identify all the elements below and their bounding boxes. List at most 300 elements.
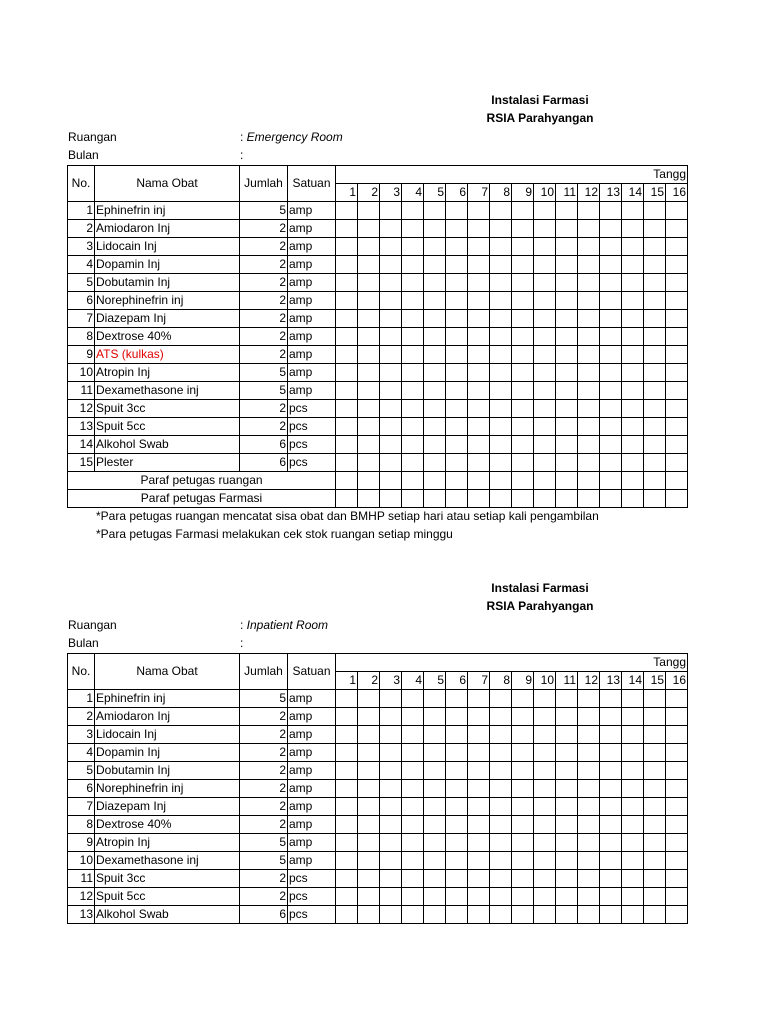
day-cell[interactable] <box>644 202 666 220</box>
day-cell[interactable] <box>644 328 666 346</box>
day-cell[interactable] <box>446 834 468 852</box>
day-cell[interactable] <box>468 346 490 364</box>
day-cell[interactable] <box>666 870 688 888</box>
day-cell[interactable] <box>644 762 666 780</box>
day-cell[interactable] <box>446 906 468 924</box>
day-cell[interactable] <box>556 274 578 292</box>
day-cell[interactable] <box>490 744 512 762</box>
signature-cell[interactable] <box>380 472 402 490</box>
signature-cell[interactable] <box>600 490 622 508</box>
day-cell[interactable] <box>336 888 358 906</box>
day-cell[interactable] <box>622 852 644 870</box>
day-cell[interactable] <box>424 888 446 906</box>
day-cell[interactable] <box>556 852 578 870</box>
day-cell[interactable] <box>402 816 424 834</box>
day-cell[interactable] <box>468 274 490 292</box>
day-cell[interactable] <box>644 292 666 310</box>
day-cell[interactable] <box>578 780 600 798</box>
day-cell[interactable] <box>490 310 512 328</box>
signature-cell[interactable] <box>402 490 424 508</box>
day-cell[interactable] <box>622 238 644 256</box>
day-cell[interactable] <box>468 816 490 834</box>
day-cell[interactable] <box>556 310 578 328</box>
day-cell[interactable] <box>468 780 490 798</box>
day-cell[interactable] <box>534 762 556 780</box>
day-cell[interactable] <box>446 238 468 256</box>
day-cell[interactable] <box>380 436 402 454</box>
day-cell[interactable] <box>468 834 490 852</box>
day-cell[interactable] <box>336 816 358 834</box>
day-cell[interactable] <box>402 454 424 472</box>
day-cell[interactable] <box>380 364 402 382</box>
day-cell[interactable] <box>666 906 688 924</box>
day-cell[interactable] <box>446 418 468 436</box>
day-cell[interactable] <box>512 834 534 852</box>
day-cell[interactable] <box>622 798 644 816</box>
day-cell[interactable] <box>424 364 446 382</box>
day-cell[interactable] <box>402 220 424 238</box>
day-cell[interactable] <box>380 346 402 364</box>
day-cell[interactable] <box>666 834 688 852</box>
day-cell[interactable] <box>446 328 468 346</box>
day-cell[interactable] <box>556 906 578 924</box>
day-cell[interactable] <box>512 852 534 870</box>
day-cell[interactable] <box>380 238 402 256</box>
day-cell[interactable] <box>666 708 688 726</box>
day-cell[interactable] <box>424 274 446 292</box>
day-cell[interactable] <box>446 852 468 870</box>
day-cell[interactable] <box>380 726 402 744</box>
day-cell[interactable] <box>666 436 688 454</box>
day-cell[interactable] <box>556 870 578 888</box>
day-cell[interactable] <box>622 906 644 924</box>
day-cell[interactable] <box>468 418 490 436</box>
day-cell[interactable] <box>336 202 358 220</box>
day-cell[interactable] <box>666 292 688 310</box>
day-cell[interactable] <box>468 690 490 708</box>
day-cell[interactable] <box>578 906 600 924</box>
day-cell[interactable] <box>512 346 534 364</box>
day-cell[interactable] <box>490 436 512 454</box>
day-cell[interactable] <box>556 346 578 364</box>
day-cell[interactable] <box>578 744 600 762</box>
day-cell[interactable] <box>556 888 578 906</box>
day-cell[interactable] <box>600 346 622 364</box>
day-cell[interactable] <box>336 364 358 382</box>
signature-cell[interactable] <box>578 490 600 508</box>
day-cell[interactable] <box>446 436 468 454</box>
day-cell[interactable] <box>358 202 380 220</box>
day-cell[interactable] <box>534 690 556 708</box>
day-cell[interactable] <box>336 400 358 418</box>
day-cell[interactable] <box>358 238 380 256</box>
day-cell[interactable] <box>534 274 556 292</box>
day-cell[interactable] <box>468 220 490 238</box>
day-cell[interactable] <box>402 834 424 852</box>
day-cell[interactable] <box>380 220 402 238</box>
day-cell[interactable] <box>490 346 512 364</box>
day-cell[interactable] <box>380 310 402 328</box>
day-cell[interactable] <box>402 382 424 400</box>
day-cell[interactable] <box>336 744 358 762</box>
day-cell[interactable] <box>622 454 644 472</box>
day-cell[interactable] <box>600 220 622 238</box>
day-cell[interactable] <box>358 870 380 888</box>
day-cell[interactable] <box>336 726 358 744</box>
day-cell[interactable] <box>666 798 688 816</box>
day-cell[interactable] <box>424 690 446 708</box>
day-cell[interactable] <box>622 870 644 888</box>
day-cell[interactable] <box>512 906 534 924</box>
day-cell[interactable] <box>468 382 490 400</box>
signature-cell[interactable] <box>600 472 622 490</box>
day-cell[interactable] <box>446 888 468 906</box>
day-cell[interactable] <box>446 292 468 310</box>
day-cell[interactable] <box>644 400 666 418</box>
day-cell[interactable] <box>534 834 556 852</box>
day-cell[interactable] <box>556 418 578 436</box>
day-cell[interactable] <box>666 852 688 870</box>
day-cell[interactable] <box>556 762 578 780</box>
day-cell[interactable] <box>644 726 666 744</box>
day-cell[interactable] <box>556 292 578 310</box>
day-cell[interactable] <box>512 870 534 888</box>
day-cell[interactable] <box>534 888 556 906</box>
signature-cell[interactable] <box>490 490 512 508</box>
day-cell[interactable] <box>402 690 424 708</box>
day-cell[interactable] <box>600 780 622 798</box>
day-cell[interactable] <box>578 798 600 816</box>
day-cell[interactable] <box>622 418 644 436</box>
day-cell[interactable] <box>380 888 402 906</box>
day-cell[interactable] <box>644 310 666 328</box>
day-cell[interactable] <box>556 780 578 798</box>
day-cell[interactable] <box>402 906 424 924</box>
day-cell[interactable] <box>468 292 490 310</box>
day-cell[interactable] <box>578 762 600 780</box>
day-cell[interactable] <box>336 762 358 780</box>
day-cell[interactable] <box>644 418 666 436</box>
day-cell[interactable] <box>380 852 402 870</box>
day-cell[interactable] <box>446 870 468 888</box>
day-cell[interactable] <box>402 274 424 292</box>
day-cell[interactable] <box>424 798 446 816</box>
day-cell[interactable] <box>490 798 512 816</box>
day-cell[interactable] <box>622 256 644 274</box>
day-cell[interactable] <box>424 400 446 418</box>
day-cell[interactable] <box>578 220 600 238</box>
day-cell[interactable] <box>358 328 380 346</box>
day-cell[interactable] <box>666 816 688 834</box>
day-cell[interactable] <box>358 382 380 400</box>
day-cell[interactable] <box>578 436 600 454</box>
day-cell[interactable] <box>402 852 424 870</box>
day-cell[interactable] <box>600 690 622 708</box>
signature-cell[interactable] <box>556 472 578 490</box>
day-cell[interactable] <box>468 888 490 906</box>
day-cell[interactable] <box>644 436 666 454</box>
day-cell[interactable] <box>666 382 688 400</box>
day-cell[interactable] <box>424 382 446 400</box>
day-cell[interactable] <box>644 816 666 834</box>
day-cell[interactable] <box>402 292 424 310</box>
signature-cell[interactable] <box>380 490 402 508</box>
day-cell[interactable] <box>644 834 666 852</box>
day-cell[interactable] <box>424 852 446 870</box>
day-cell[interactable] <box>468 310 490 328</box>
signature-cell[interactable] <box>622 472 644 490</box>
day-cell[interactable] <box>358 436 380 454</box>
day-cell[interactable] <box>644 346 666 364</box>
day-cell[interactable] <box>578 256 600 274</box>
day-cell[interactable] <box>600 328 622 346</box>
signature-cell[interactable] <box>424 490 446 508</box>
day-cell[interactable] <box>446 454 468 472</box>
day-cell[interactable] <box>424 328 446 346</box>
day-cell[interactable] <box>490 834 512 852</box>
day-cell[interactable] <box>622 762 644 780</box>
day-cell[interactable] <box>402 256 424 274</box>
day-cell[interactable] <box>490 852 512 870</box>
day-cell[interactable] <box>644 870 666 888</box>
day-cell[interactable] <box>380 454 402 472</box>
day-cell[interactable] <box>578 382 600 400</box>
day-cell[interactable] <box>490 220 512 238</box>
day-cell[interactable] <box>490 400 512 418</box>
day-cell[interactable] <box>622 708 644 726</box>
day-cell[interactable] <box>644 852 666 870</box>
day-cell[interactable] <box>446 364 468 382</box>
day-cell[interactable] <box>644 690 666 708</box>
day-cell[interactable] <box>446 816 468 834</box>
day-cell[interactable] <box>512 328 534 346</box>
day-cell[interactable] <box>600 202 622 220</box>
day-cell[interactable] <box>490 364 512 382</box>
day-cell[interactable] <box>512 220 534 238</box>
day-cell[interactable] <box>600 400 622 418</box>
day-cell[interactable] <box>358 418 380 436</box>
day-cell[interactable] <box>468 798 490 816</box>
day-cell[interactable] <box>622 834 644 852</box>
day-cell[interactable] <box>402 364 424 382</box>
day-cell[interactable] <box>358 454 380 472</box>
day-cell[interactable] <box>600 762 622 780</box>
day-cell[interactable] <box>358 364 380 382</box>
day-cell[interactable] <box>336 256 358 274</box>
day-cell[interactable] <box>490 274 512 292</box>
day-cell[interactable] <box>622 328 644 346</box>
day-cell[interactable] <box>490 816 512 834</box>
day-cell[interactable] <box>358 798 380 816</box>
day-cell[interactable] <box>336 220 358 238</box>
day-cell[interactable] <box>446 726 468 744</box>
day-cell[interactable] <box>446 256 468 274</box>
day-cell[interactable] <box>534 220 556 238</box>
day-cell[interactable] <box>402 400 424 418</box>
day-cell[interactable] <box>424 346 446 364</box>
day-cell[interactable] <box>534 744 556 762</box>
day-cell[interactable] <box>468 726 490 744</box>
day-cell[interactable] <box>336 906 358 924</box>
day-cell[interactable] <box>600 726 622 744</box>
day-cell[interactable] <box>490 690 512 708</box>
day-cell[interactable] <box>358 690 380 708</box>
day-cell[interactable] <box>402 744 424 762</box>
day-cell[interactable] <box>534 364 556 382</box>
day-cell[interactable] <box>512 762 534 780</box>
day-cell[interactable] <box>336 382 358 400</box>
day-cell[interactable] <box>468 364 490 382</box>
day-cell[interactable] <box>402 328 424 346</box>
day-cell[interactable] <box>402 798 424 816</box>
day-cell[interactable] <box>402 436 424 454</box>
day-cell[interactable] <box>336 274 358 292</box>
day-cell[interactable] <box>578 274 600 292</box>
day-cell[interactable] <box>578 202 600 220</box>
day-cell[interactable] <box>622 220 644 238</box>
day-cell[interactable] <box>534 816 556 834</box>
day-cell[interactable] <box>446 274 468 292</box>
day-cell[interactable] <box>666 454 688 472</box>
day-cell[interactable] <box>380 906 402 924</box>
day-cell[interactable] <box>556 436 578 454</box>
day-cell[interactable] <box>600 708 622 726</box>
day-cell[interactable] <box>402 238 424 256</box>
day-cell[interactable] <box>358 888 380 906</box>
day-cell[interactable] <box>336 328 358 346</box>
day-cell[interactable] <box>402 780 424 798</box>
day-cell[interactable] <box>468 436 490 454</box>
day-cell[interactable] <box>534 708 556 726</box>
day-cell[interactable] <box>512 888 534 906</box>
day-cell[interactable] <box>468 400 490 418</box>
day-cell[interactable] <box>490 708 512 726</box>
day-cell[interactable] <box>380 834 402 852</box>
day-cell[interactable] <box>556 238 578 256</box>
day-cell[interactable] <box>666 726 688 744</box>
day-cell[interactable] <box>600 364 622 382</box>
day-cell[interactable] <box>336 870 358 888</box>
day-cell[interactable] <box>468 202 490 220</box>
day-cell[interactable] <box>358 726 380 744</box>
day-cell[interactable] <box>578 454 600 472</box>
day-cell[interactable] <box>600 436 622 454</box>
day-cell[interactable] <box>358 762 380 780</box>
day-cell[interactable] <box>380 400 402 418</box>
day-cell[interactable] <box>446 762 468 780</box>
day-cell[interactable] <box>490 202 512 220</box>
day-cell[interactable] <box>644 888 666 906</box>
day-cell[interactable] <box>556 328 578 346</box>
day-cell[interactable] <box>644 454 666 472</box>
signature-cell[interactable] <box>446 472 468 490</box>
day-cell[interactable] <box>578 364 600 382</box>
day-cell[interactable] <box>358 256 380 274</box>
day-cell[interactable] <box>578 834 600 852</box>
day-cell[interactable] <box>446 382 468 400</box>
day-cell[interactable] <box>666 202 688 220</box>
day-cell[interactable] <box>424 418 446 436</box>
day-cell[interactable] <box>556 202 578 220</box>
day-cell[interactable] <box>666 238 688 256</box>
day-cell[interactable] <box>424 310 446 328</box>
day-cell[interactable] <box>490 726 512 744</box>
day-cell[interactable] <box>534 726 556 744</box>
day-cell[interactable] <box>556 256 578 274</box>
signature-cell[interactable] <box>512 490 534 508</box>
signature-cell[interactable] <box>622 490 644 508</box>
day-cell[interactable] <box>336 346 358 364</box>
day-cell[interactable] <box>622 400 644 418</box>
day-cell[interactable] <box>600 310 622 328</box>
day-cell[interactable] <box>512 436 534 454</box>
day-cell[interactable] <box>622 888 644 906</box>
signature-cell[interactable] <box>446 490 468 508</box>
day-cell[interactable] <box>446 780 468 798</box>
day-cell[interactable] <box>666 780 688 798</box>
day-cell[interactable] <box>512 454 534 472</box>
day-cell[interactable] <box>446 346 468 364</box>
day-cell[interactable] <box>578 852 600 870</box>
day-cell[interactable] <box>644 780 666 798</box>
signature-cell[interactable] <box>402 472 424 490</box>
day-cell[interactable] <box>622 744 644 762</box>
day-cell[interactable] <box>336 798 358 816</box>
signature-cell[interactable] <box>644 472 666 490</box>
day-cell[interactable] <box>380 762 402 780</box>
day-cell[interactable] <box>380 202 402 220</box>
day-cell[interactable] <box>512 708 534 726</box>
day-cell[interactable] <box>512 816 534 834</box>
day-cell[interactable] <box>534 906 556 924</box>
day-cell[interactable] <box>424 238 446 256</box>
day-cell[interactable] <box>468 238 490 256</box>
day-cell[interactable] <box>622 726 644 744</box>
signature-cell[interactable] <box>534 472 556 490</box>
signature-cell[interactable] <box>644 490 666 508</box>
day-cell[interactable] <box>644 274 666 292</box>
day-cell[interactable] <box>666 256 688 274</box>
day-cell[interactable] <box>380 744 402 762</box>
day-cell[interactable] <box>424 780 446 798</box>
day-cell[interactable] <box>578 418 600 436</box>
day-cell[interactable] <box>402 870 424 888</box>
day-cell[interactable] <box>468 328 490 346</box>
day-cell[interactable] <box>534 870 556 888</box>
day-cell[interactable] <box>468 906 490 924</box>
signature-cell[interactable] <box>512 472 534 490</box>
day-cell[interactable] <box>534 798 556 816</box>
day-cell[interactable] <box>358 310 380 328</box>
day-cell[interactable] <box>512 798 534 816</box>
day-cell[interactable] <box>666 690 688 708</box>
day-cell[interactable] <box>490 780 512 798</box>
day-cell[interactable] <box>600 798 622 816</box>
day-cell[interactable] <box>644 256 666 274</box>
day-cell[interactable] <box>622 364 644 382</box>
day-cell[interactable] <box>578 292 600 310</box>
day-cell[interactable] <box>578 310 600 328</box>
day-cell[interactable] <box>358 346 380 364</box>
day-cell[interactable] <box>402 888 424 906</box>
day-cell[interactable] <box>336 436 358 454</box>
day-cell[interactable] <box>534 852 556 870</box>
day-cell[interactable] <box>600 418 622 436</box>
day-cell[interactable] <box>424 762 446 780</box>
day-cell[interactable] <box>424 708 446 726</box>
day-cell[interactable] <box>490 238 512 256</box>
day-cell[interactable] <box>666 418 688 436</box>
